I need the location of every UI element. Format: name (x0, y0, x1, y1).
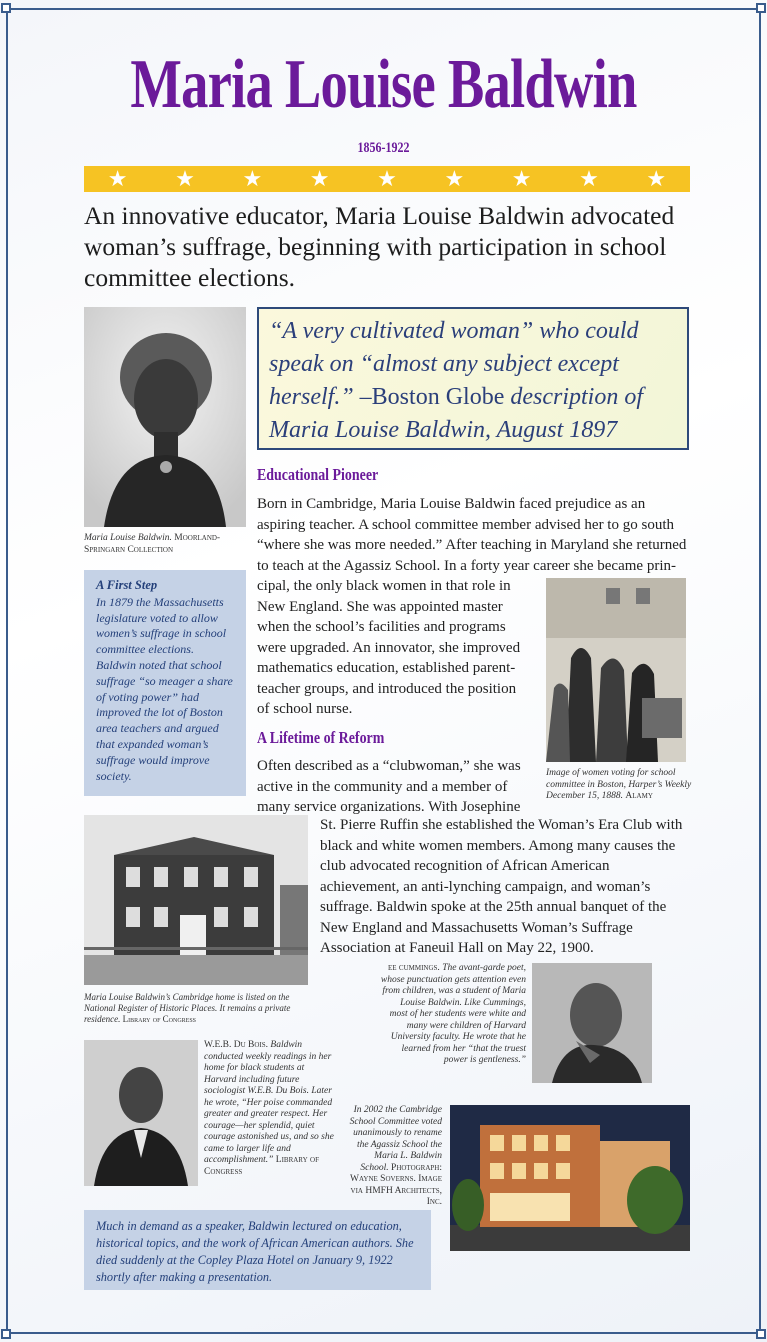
star-icon: ★ (646, 166, 667, 191)
caption-text: Maria Louise Baldwin. (84, 533, 175, 543)
quote-box (257, 307, 689, 450)
section-text: cipal, the only black women in that role in New England. She was appointed master when the school’s facilities and programs were upgraded. An innovator, she improved mathematics education, established parent-teacher groups, and introduced the position of school nurse. (257, 578, 521, 717)
cummings-caption (380, 963, 526, 1067)
portrait-caption (84, 533, 254, 556)
caption-credit: Library of Congress (122, 1014, 197, 1024)
quote-source: Boston Globe (371, 384, 505, 410)
page-title: Maria Louise Baldwin (130, 46, 637, 123)
star-icon: ★ (377, 166, 397, 191)
caption-credit: Library of Congress (204, 1155, 319, 1177)
dubois-photo (84, 1040, 198, 1186)
sidebar-heading: A First Step (96, 578, 158, 592)
caption-name: W.E.B. Du Bois. (204, 1040, 271, 1050)
section-heading-lifetime-of-reform: A Lifetime of Reform (257, 728, 385, 747)
corner-ornament (756, 1329, 766, 1339)
quote-text: “A very cultivated woman” who could speak on “almost any subject except herself.” – (269, 318, 639, 410)
caption-text: In 2002 the Cambridge School Committee voted unanimously to rename the Agassiz School the Maria L. Baldwin School. (349, 1105, 442, 1173)
section-text: St. Pierre Ruffin she established the Woman’s Era Club with black and white women members. Among many causes the club advocated recognition of African American achievement, an anti-lynching campaign, and woman’s suffrage. Baldwin spoke at the 25th annual banquet of the New England and Massachusetts Woman’s Suffrage Association at Faneuil Hall on May 22, 1900. (320, 817, 683, 956)
house-photo (84, 815, 308, 985)
corner-ornament (1, 1329, 11, 1339)
cummings-photo (532, 963, 652, 1083)
sidebar-box (84, 570, 246, 796)
intro-text: An innovative educator, Maria Louise Baldwin advocated woman’s suffrage, beginning with participation in school committee elections. (84, 201, 675, 292)
voting-caption (546, 768, 692, 803)
caption-text: Image of women voting for school committee in Boston, Harper’s Weekly December 15, 1888. (546, 768, 692, 801)
caption-credit: Moorland-Springarn Collection (84, 533, 221, 555)
star-icon: ★ (511, 166, 532, 191)
caption-credit: Photograph: Wayne Soverns. Image via HMFH Architects, Inc. (350, 1162, 442, 1207)
caption-text: Baldwin conducted weekly readings in her home for black students at Harvard including future sociologist W.E.B. Du Bois. Later he wrote, “Her poise commanded greater and greater respect. Her courage—her splendid, quiet courage astonished us, and so she came to larger life and accomplishment.” (204, 1040, 334, 1165)
caption-name: ee cummings. (388, 963, 443, 973)
caption-text: The avant-garde poet, whose punctuation gets attention even from children, was a student of Maria Louise Baldwin. Like Cummings, most of her students were white and many were children of Harvard University faculty. He wrote that he learned from her “that the truest power is gentleness.” (380, 963, 526, 1065)
caption-credit: Alamy (625, 791, 653, 801)
corner-ornament (756, 3, 766, 13)
corner-ornament (1, 3, 11, 13)
section-text: Born in Cambridge, Maria Louise Baldwin faced prejudice as an aspiring teacher. A school committee member advised her to go south “where she was more needed.” After teaching in Maryland she returned to teach at the Agassiz School. In a forty year career she became prin- (257, 496, 687, 574)
caption-text: Maria Louise Baldwin’s Cambridge home is listed on the National Register of Historic Places. It remains a private residence. (84, 992, 291, 1024)
life-dates: 1856-1922 (357, 140, 410, 156)
star-icon: ★ (175, 166, 195, 191)
star-icon: ★ (444, 166, 465, 191)
school-caption (346, 1105, 442, 1209)
house-caption (84, 992, 310, 1025)
section-text: Often described as a “clubwoman,” she was active in the community and a member of many service organizations. With Josephine (257, 758, 521, 815)
quote-description: description of Maria Louise Baldwin, August 1897 (269, 384, 643, 443)
star-icon: ★ (242, 166, 263, 191)
star-banner (84, 166, 690, 192)
school-photo (450, 1105, 690, 1251)
star-icon: ★ (579, 166, 599, 191)
sidebar-text: In 1879 the Massachusetts legislature voted to allow women’s suffrage in school committee elections. Baldwin noted that school suffrage “so meager a share of voting power” had improved the lot of Boston area teachers and argued that expanded woman’s suffrage would improve society. (96, 594, 233, 783)
footer-box: Much in demand as a speaker, Baldwin lectured on education, historical topics, and the work of African American authors. She died suddenly at the Copley Plaza Hotel on January 9, 1922 shortly after making a presentation. (84, 1210, 431, 1290)
star-icon: ★ (107, 166, 128, 191)
section-heading-educational-pioneer: Educational Pioneer (257, 465, 379, 484)
dubois-caption (204, 1040, 334, 1178)
star-icon: ★ (309, 166, 330, 191)
voting-engraving (546, 578, 686, 762)
portrait-photo (84, 307, 246, 527)
